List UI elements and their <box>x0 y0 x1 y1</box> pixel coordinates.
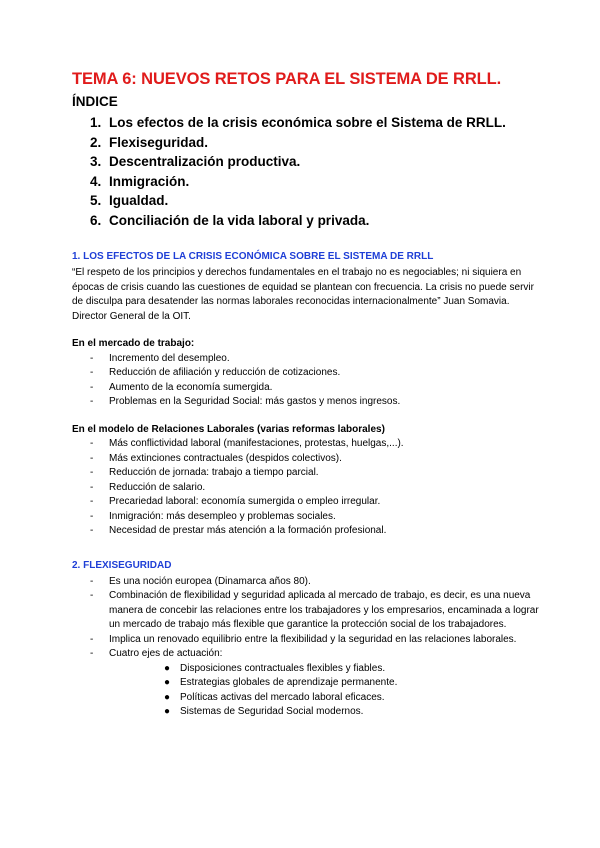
list-item: - Reducción de afiliación y reducción de cotizaciones. <box>90 367 341 378</box>
index-item: 4. Inmigración. <box>90 173 190 189</box>
flexiseguridad-list <box>72 575 542 720</box>
list-item: ● Sistemas de Seguridad Social modernos. <box>164 706 364 717</box>
index-list <box>72 113 542 230</box>
list-item: - Problemas en la Seguridad Social: más gastos y menos ingresos. <box>90 396 401 407</box>
list-item: - Aumento de la economía sumergida. <box>90 381 273 393</box>
list-item: - Combinación de flexibilidad y seguridad aplicada al mercado de trabajo, es decir, es una nueva manera de concebir las relaciones entre los trabajadores y los empresarios, encaminada a lograr un mercado de trabajo más flexible que garantice la protección social de los trabajadores. <box>90 590 539 630</box>
model-list <box>72 437 542 539</box>
ejes-list <box>109 662 542 720</box>
index-heading: ÍNDICE <box>72 94 118 109</box>
document-page <box>72 68 542 720</box>
list-item: - Implica un renovado equilibrio entre la flexibilidad y la seguridad en las relaciones laborales. <box>90 633 517 645</box>
list-item: - Incremento del desempleo. <box>90 352 230 364</box>
market-heading: En el mercado de trabajo: <box>72 338 195 349</box>
list-item: ● Estrategias globales de aprendizaje permanente. <box>164 677 398 688</box>
model-heading: En el modelo de Relaciones Laborales (varias reformas laborales) <box>72 423 385 435</box>
list-item: - Reducción de jornada: trabajo a tiempo parcial. <box>90 467 319 478</box>
list-item: - Inmigración: más desempleo y problemas sociales. <box>90 510 336 522</box>
list-item: - Más extinciones contractuales (despidos colectivos). <box>90 452 342 464</box>
section1-heading: 1. LOS EFECTOS DE LA CRISIS ECONÓMICA SOBRE EL SISTEMA DE RRLL <box>72 251 434 262</box>
list-item: - Reducción de salario. <box>90 481 206 493</box>
list-item: ● Disposiciones contractuales flexibles y fiables. <box>164 662 386 674</box>
list-item: ● Políticas activas del mercado laboral eficaces. <box>164 691 385 703</box>
list-item: - Es una noción europea (Dinamarca años 80). <box>90 575 311 587</box>
list-item: - Necesidad de prestar más atención a la formación profesional. <box>90 525 387 536</box>
index-item: 6. Conciliación de la vida laboral y privada. <box>90 212 370 228</box>
market-list <box>72 352 542 410</box>
section1-quote: “El respeto de los principios y derechos fundamentales en el trabajo no es negociables; ni siquiera en épocas de crisis cuando las cuestiones de equidad se plantean con frecuencia. La crisis no puede servir de disculpa para desatender las normas laborales reconocidas internacionalmente” Juan Somavia. Director General de la OIT. <box>72 267 534 322</box>
list-item: - Cuatro ejes de actuación: ● Disposiciones contractuales flexibles y fiables. ● Estrategias globales de aprendizaje permanente. ● Políticas activas del mercado laboral eficaces. ● Sistemas de Seguridad Social modernos. <box>72 647 542 720</box>
list-item: - Más conflictividad laboral (manifestaciones, protestas, huelgas,...). <box>90 438 404 449</box>
index-item: 2. Flexiseguridad. <box>90 134 209 150</box>
document-title: TEMA 6: NUEVOS RETOS PARA EL SISTEMA DE RRLL. <box>72 70 502 88</box>
list-item: - Precariedad laboral: economía sumergida o empleo irregular. <box>90 496 381 507</box>
index-item: 3. Descentralización productiva. <box>90 154 301 169</box>
section2-heading: 2. FLEXISEGURIDAD <box>72 559 172 571</box>
index-item: 1. Los efectos de la crisis económica sobre el Sistema de RRLL. <box>90 115 506 130</box>
index-item: 5. Igualdad. <box>90 193 169 208</box>
